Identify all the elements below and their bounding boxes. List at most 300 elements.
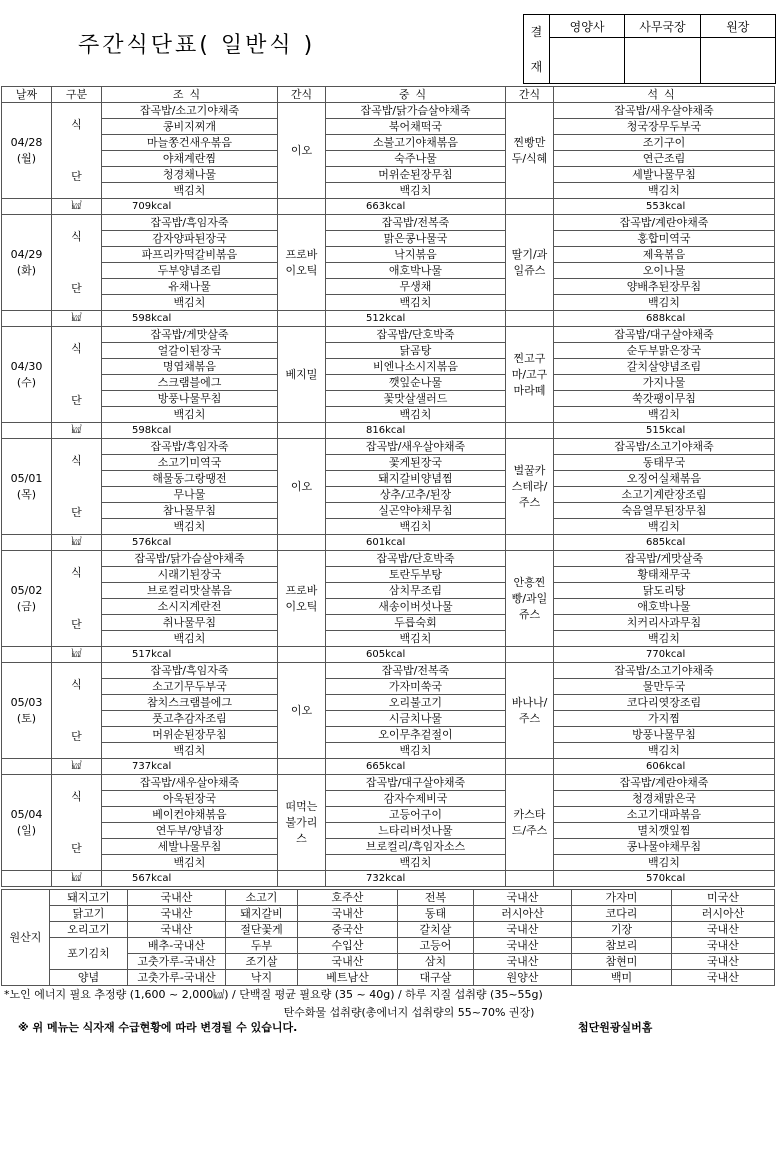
dinner-item: 갈치살양념조림 [554,359,775,375]
dinner-item: 백김치 [554,295,775,311]
dinner-item: 치커리사과무침 [554,615,775,631]
dinner-item: 백김치 [554,183,775,199]
breakfast-item: 잡곡밥/흑임자죽 [102,215,278,231]
origin-item: 참현미 [572,954,672,970]
breakfast-kcal: 598kcal [102,311,278,327]
snack1-kcal [278,871,326,887]
header-breakfast: 조식 [102,87,278,103]
dinner-item: 잡곡밥/소고기야채죽 [554,439,775,455]
dinner-item: 순두부맑은장국 [554,343,775,359]
meal-label-bottom: 단 [71,617,82,631]
origin-value: 국내산 [474,938,572,954]
menu-row [2,855,775,871]
lunch-kcal: 816kcal [326,423,506,439]
meal-category-cell [52,439,102,535]
dinner-kcal: 606kcal [554,759,775,775]
snack1-cell: 프로바이오틱 [278,551,326,647]
snack2-kcal [506,199,554,215]
origin-item: 가자미 [572,890,672,906]
dinner-kcal: 770kcal [554,647,775,663]
kcal-row [2,423,775,439]
menu-row [2,519,775,535]
snack1-cell: 이오 [278,103,326,199]
meal-label-top: 식 [71,565,82,579]
dinner-item: 잡곡밥/게맛살죽 [554,551,775,567]
lunch-item: 두릅숙회 [326,615,506,631]
breakfast-item: 백김치 [102,295,278,311]
day-of-week: (수) [16,375,37,389]
lunch-item: 맑은콩나물국 [326,231,506,247]
date-blank [2,871,52,887]
kcal-row [2,199,775,215]
menu-row [2,263,775,279]
origin-item: 돼지고기 [50,890,128,906]
breakfast-item: 무나물 [102,487,278,503]
date-cell [2,215,52,311]
header [0,0,776,86]
meal-label-top: 식 [71,117,82,131]
origin-label: 원산지 [2,890,50,986]
origin-table [1,889,775,986]
menu-row [2,663,775,679]
meal-label-top: 식 [71,453,82,467]
snack1-cell: 프로바이오틱 [278,215,326,311]
lunch-item: 머위순된장무침 [326,167,506,183]
origin-item: 닭고기 [50,906,128,922]
breakfast-item: 풋고추감자조림 [102,711,278,727]
date-blank [2,423,52,439]
lunch-item: 잡곡밥/닭가슴살야채죽 [326,103,506,119]
origin-value: 국내산 [474,954,572,970]
kcal-row [2,759,775,775]
breakfast-item: 취나물무침 [102,615,278,631]
dinner-item: 백김치 [554,631,775,647]
menu-row [2,791,775,807]
approval-role-director: 원장 [700,15,775,38]
approval-label-top: 결 [530,25,543,39]
lunch-item: 꽃게된장국 [326,455,506,471]
dinner-item: 애호박나물 [554,599,775,615]
meal-label-top: 식 [71,677,82,691]
meal-label-bottom: 단 [71,841,82,855]
lunch-item: 토란두부탕 [326,567,506,583]
origin-item: 삼치 [398,954,474,970]
kcal-row [2,311,775,327]
snack2-cell: 찐고구마/고구마라떼 [506,327,554,423]
menu-row [2,679,775,695]
lunch-item: 백김치 [326,631,506,647]
meal-label-top: 식 [71,789,82,803]
origin-value: 베트남산 [298,970,398,986]
snack1-cell: 베지밀 [278,327,326,423]
menu-row [2,615,775,631]
header-date: 날짜 [2,87,52,103]
menu-row [2,567,775,583]
menu-row [2,151,775,167]
header-dinner: 석식 [554,87,775,103]
lunch-item: 고등어구이 [326,807,506,823]
lunch-item: 감자수제비국 [326,791,506,807]
breakfast-kcal: 737kcal [102,759,278,775]
dinner-item: 잡곡밥/대구살야채죽 [554,327,775,343]
dinner-item: 멸치깻잎찜 [554,823,775,839]
meal-label-bottom: 단 [71,505,82,519]
origin-value: 호주산 [298,890,398,906]
breakfast-item: 잡곡밥/흑임자죽 [102,663,278,679]
date-blank [2,647,52,663]
lunch-item: 새송이버섯나물 [326,599,506,615]
origin-value: 수입산 [298,938,398,954]
breakfast-item: 연두부/양념장 [102,823,278,839]
date-text: 05/03 [10,695,43,709]
menu-row [2,455,775,471]
breakfast-item: 잡곡밥/흑임자죽 [102,439,278,455]
origin-item: 낙지 [226,970,298,986]
approval-sign-nutritionist[interactable] [549,38,624,84]
approval-role-manager: 사무국장 [625,15,700,38]
menu-row [2,343,775,359]
breakfast-kcal: 567kcal [102,871,278,887]
meal-category-cell [52,551,102,647]
origin-value: 국내산 [128,906,226,922]
kcal-row [2,647,775,663]
origin-item: 참보리 [572,938,672,954]
lunch-item: 소불고기야채볶음 [326,135,506,151]
lunch-item: 잡곡밥/전복죽 [326,215,506,231]
dinner-item: 코다리엿장조림 [554,695,775,711]
snack2-cell: 벌꿀카스테라/주스 [506,439,554,535]
snack2-kcal [506,311,554,327]
date-cell [2,327,52,423]
snack2-cell: 바나나/주스 [506,663,554,759]
origin-item: 동태 [398,906,474,922]
origin-value: 러시아산 [672,906,775,922]
dinner-item: 오징어실채볶음 [554,471,775,487]
lunch-item: 백김치 [326,519,506,535]
menu-row [2,599,775,615]
menu-row [2,391,775,407]
breakfast-item: 아욱된장국 [102,791,278,807]
lunch-item: 백김치 [326,743,506,759]
origin-value: 미국산 [672,890,775,906]
menu-row [2,487,775,503]
page-title: 주간식단표( 일반식 ) [78,33,316,58]
breakfast-item: 백김치 [102,631,278,647]
origin-item: 오리고기 [50,922,128,938]
lunch-item: 잡곡밥/단호박죽 [326,327,506,343]
meal-category-cell [52,663,102,759]
header-snack1: 간식 [278,87,326,103]
lunch-kcal: 512kcal [326,311,506,327]
dinner-item: 양배추된장무침 [554,279,775,295]
origin-value: 국내산 [474,890,572,906]
menu-row [2,295,775,311]
menu-row [2,727,775,743]
day-of-week: (금) [16,599,37,613]
menu-row [2,407,775,423]
date-blank [2,535,52,551]
dinner-item: 청국장무두부국 [554,119,775,135]
breakfast-item: 감자양파된장국 [102,231,278,247]
lunch-item: 오이무추겉절이 [326,727,506,743]
dinner-item: 잡곡밥/계란야채죽 [554,775,775,791]
meal-category-cell [52,327,102,423]
origin-item: 조기살 [226,954,298,970]
lunch-item: 브로컬리/흑임자소스 [326,839,506,855]
date-text: 05/02 [10,583,43,597]
day-of-week: (목) [16,487,37,501]
date-blank [2,199,52,215]
origin-item-kimchi: 포기김치 [50,938,128,970]
menu-row [2,631,775,647]
dinner-item: 콩나물야채무침 [554,839,775,855]
breakfast-item: 시래기된장국 [102,567,278,583]
kcal-label: ㎉ [52,647,102,663]
organization-name: 첨단원광실버홈 [578,1021,653,1034]
origin-item: 양념 [50,970,128,986]
dinner-kcal: 688kcal [554,311,775,327]
dinner-item: 가지찜 [554,711,775,727]
origin-item: 코다리 [572,906,672,922]
dinner-item: 쑥갓팽이무침 [554,391,775,407]
lunch-item: 상추/고추/된장 [326,487,506,503]
lunch-item: 백김치 [326,295,506,311]
snack2-kcal [506,871,554,887]
lunch-item: 꽃맛살샐러드 [326,391,506,407]
menu-row [2,167,775,183]
breakfast-item: 머위순된장무침 [102,727,278,743]
origin-item: 절단꽃게 [226,922,298,938]
breakfast-item: 두부양념조림 [102,263,278,279]
origin-value: 러시아산 [474,906,572,922]
dinner-item: 오이나물 [554,263,775,279]
breakfast-kcal: 598kcal [102,423,278,439]
breakfast-item: 해물동그랑땡전 [102,471,278,487]
dinner-item: 백김치 [554,855,775,871]
nutrition-note-line2: 탄수화물 섭취량(총에너지 섭취량의 55~70% 권장) [283,1006,535,1019]
menu-row [2,439,775,455]
origin-item: 돼지갈비 [226,906,298,922]
menu-row [2,119,775,135]
breakfast-item: 소시지계란전 [102,599,278,615]
lunch-kcal: 663kcal [326,199,506,215]
nutrition-notes [4,986,774,1020]
origin-row [2,938,775,954]
meal-label-bottom: 단 [71,281,82,295]
breakfast-item: 참치스크램블에그 [102,695,278,711]
dinner-kcal: 685kcal [554,535,775,551]
approval-box [523,14,776,84]
dinner-item: 잡곡밥/소고기야채죽 [554,663,775,679]
dinner-item: 백김치 [554,407,775,423]
breakfast-item: 청경채나물 [102,167,278,183]
dinner-item: 제육볶음 [554,247,775,263]
lunch-item: 잡곡밥/단호박죽 [326,551,506,567]
origin-item: 소고기 [226,890,298,906]
menu-row [2,583,775,599]
breakfast-item: 방풍나물무침 [102,391,278,407]
kcal-row [2,871,775,887]
lunch-kcal: 605kcal [326,647,506,663]
breakfast-item: 브로컬리맛살볶음 [102,583,278,599]
day-of-week: (일) [16,823,37,837]
dinner-item: 연근조림 [554,151,775,167]
dinner-item: 세발나물무침 [554,167,775,183]
snack1-kcal [278,423,326,439]
origin-value: 국내산 [672,938,775,954]
breakfast-item: 명엽채볶음 [102,359,278,375]
lunch-item: 느타리버섯나물 [326,823,506,839]
menu-row [2,743,775,759]
origin-item: 두부 [226,938,298,954]
day-of-week: (토) [16,711,37,725]
snack2-kcal [506,423,554,439]
header-category: 구분 [52,87,102,103]
kcal-label: ㎉ [52,535,102,551]
lunch-item: 애호박나물 [326,263,506,279]
lunch-item: 백김치 [326,407,506,423]
menu-row [2,807,775,823]
origin-value: 중국산 [298,922,398,938]
menu-header-row [2,87,775,103]
lunch-item: 낙지볶음 [326,247,506,263]
origin-value: 국내산 [128,890,226,906]
lunch-item: 백김치 [326,855,506,871]
origin-value: 배추-국내산 [128,938,226,954]
lunch-item: 무생채 [326,279,506,295]
breakfast-item: 잡곡밥/게맛살죽 [102,327,278,343]
lunch-item: 비엔나소시지볶음 [326,359,506,375]
breakfast-item: 베이컨야채볶음 [102,807,278,823]
approval-sign-manager[interactable] [625,38,700,84]
dinner-item: 홍합미역국 [554,231,775,247]
origin-row [2,890,775,906]
menu-row [2,775,775,791]
origin-row [2,906,775,922]
snack2-cell: 안흥찐빵/과일쥬스 [506,551,554,647]
nutrition-note-line1: *노인 에너지 필요 추정량 (1,600 ~ 2,000㎉) / 단백질 평균 필요량 (35 ~ 40g) / 하루 지질 섭취량 (35~55g) [4,988,543,1001]
origin-value: 국내산 [474,922,572,938]
menu-row [2,103,775,119]
lunch-item: 시금치나물 [326,711,506,727]
dinner-item: 동태무국 [554,455,775,471]
breakfast-item: 잡곡밥/소고기야채죽 [102,103,278,119]
dinner-kcal: 515kcal [554,423,775,439]
breakfast-item: 야채계란찜 [102,151,278,167]
breakfast-item: 잡곡밥/닭가슴살야채죽 [102,551,278,567]
breakfast-item: 백김치 [102,743,278,759]
breakfast-item: 소고기미역국 [102,455,278,471]
snack2-cell: 딸기/과일쥬스 [506,215,554,311]
approval-label [524,15,550,84]
dinner-item: 청경채맑은국 [554,791,775,807]
snack1-cell: 이오 [278,439,326,535]
lunch-kcal: 665kcal [326,759,506,775]
snack1-kcal [278,199,326,215]
date-cell [2,775,52,871]
breakfast-item: 백김치 [102,519,278,535]
breakfast-item: 참나물무침 [102,503,278,519]
breakfast-item: 백김치 [102,407,278,423]
dinner-kcal: 553kcal [554,199,775,215]
origin-item: 기장 [572,922,672,938]
menu-row [2,183,775,199]
kcal-label: ㎉ [52,759,102,775]
menu-row [2,375,775,391]
meal-label-top: 식 [71,341,82,355]
menu-row [2,359,775,375]
breakfast-item: 얼갈이된장국 [102,343,278,359]
menu-row [2,135,775,151]
dinner-item: 소고기대파볶음 [554,807,775,823]
snack2-cell: 찐빵만두/식혜 [506,103,554,199]
breakfast-item: 잡곡밥/새우살야채죽 [102,775,278,791]
dinner-item: 잡곡밥/계란야채죽 [554,215,775,231]
kcal-row [2,535,775,551]
dinner-item: 소고기계란장조림 [554,487,775,503]
menu-row [2,711,775,727]
dinner-item: 황태채무국 [554,567,775,583]
breakfast-item: 백김치 [102,183,278,199]
snack1-kcal [278,311,326,327]
menu-row [2,471,775,487]
kcal-label: ㎉ [52,423,102,439]
dinner-item: 백김치 [554,743,775,759]
snack2-kcal [506,647,554,663]
dinner-item: 가지나물 [554,375,775,391]
header-snack2: 간식 [506,87,554,103]
lunch-item: 삼치무조림 [326,583,506,599]
breakfast-item: 소고기무두부국 [102,679,278,695]
origin-value: 고춧가루-국내산 [128,970,226,986]
breakfast-kcal: 517kcal [102,647,278,663]
origin-item: 전복 [398,890,474,906]
breakfast-item: 유채나물 [102,279,278,295]
lunch-item: 오리불고기 [326,695,506,711]
breakfast-item: 스크램블에그 [102,375,278,391]
menu-row [2,231,775,247]
kcal-label: ㎉ [52,199,102,215]
lunch-item: 가자미쑥국 [326,679,506,695]
day-of-week: (화) [16,263,37,277]
meal-category-cell [52,775,102,871]
change-notice: ※ 위 메뉴는 식자재 수급현황에 따라 변경될 수 있습니다. [18,1021,298,1034]
date-blank [2,759,52,775]
kcal-label: ㎉ [52,871,102,887]
breakfast-item: 백김치 [102,855,278,871]
lunch-kcal: 601kcal [326,535,506,551]
snack1-kcal [278,759,326,775]
dinner-item: 물만두국 [554,679,775,695]
approval-label-bottom: 재 [530,60,543,74]
date-cell [2,663,52,759]
lunch-item: 백김치 [326,183,506,199]
approval-sign-director[interactable] [700,38,775,84]
snack1-kcal [278,535,326,551]
date-blank [2,311,52,327]
lunch-item: 잡곡밥/대구살야채죽 [326,775,506,791]
breakfast-item: 세발나물무침 [102,839,278,855]
menu-row [2,247,775,263]
lunch-item: 깻잎순나물 [326,375,506,391]
menu-row [2,823,775,839]
weekly-menu-table [1,86,775,887]
snack1-cell: 떠먹는불가리스 [278,775,326,871]
menu-body [2,103,775,887]
menu-row [2,695,775,711]
dinner-kcal: 570kcal [554,871,775,887]
dinner-item: 닭도리탕 [554,583,775,599]
